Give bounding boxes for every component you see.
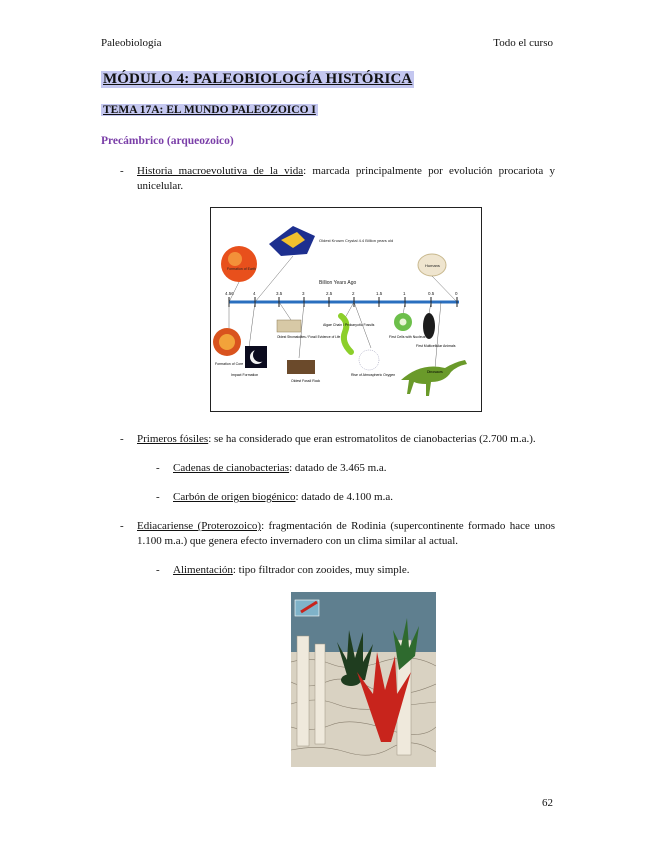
bullet-term: Historia macroevolutiva de la vida	[137, 165, 304, 177]
bullet-dash: -	[156, 564, 160, 576]
bullet-term: Carbón de origen biogénico	[173, 491, 296, 503]
tick-label: 1.5	[376, 291, 383, 296]
header-left: Paleobiología	[101, 37, 162, 49]
label-eukaryote: First Cells with Nucleus	[389, 335, 426, 339]
earth-core	[219, 334, 235, 350]
ediacaran-svg	[291, 592, 436, 767]
bullet-text: : tipo filtrador con zooides, muy simple.	[232, 564, 410, 576]
moon-shadow	[253, 348, 267, 362]
label-oxygen: Rise of Atmospheric Oxygen	[351, 373, 396, 377]
cell-nucleus	[400, 319, 407, 326]
tick-label: 4	[253, 291, 256, 296]
label-earth-formation: Formation of Earth	[227, 267, 256, 271]
sun-highlight	[228, 252, 242, 266]
bullet-term: Alimentación	[173, 564, 233, 576]
subbullet-feeding	[156, 563, 555, 578]
subbullet-biogenic-carbon	[156, 490, 555, 505]
label-oldest-crystal: Oldest Known Crystal 4.4 Billion years old	[319, 238, 394, 243]
label-fossil-rocks: Oldest Fossil Rock	[291, 379, 321, 383]
tick-label: 1	[403, 291, 406, 296]
bullet-text: : datado de 3.465 m.a.	[289, 462, 387, 474]
bullet-first-fossils	[120, 432, 555, 447]
label-algae: Algae Chain / Prokaryotic Fossils	[323, 323, 375, 327]
crystal-icon	[269, 226, 315, 256]
bullet-term: Primeros fósiles	[137, 433, 209, 445]
section-title: Precámbrico (arqueozoico)	[101, 135, 234, 147]
axis-title: Billion Years Ago	[319, 280, 357, 286]
bullet-text: : se ha considerado que eran estromatolitos de cianobacterias (2.700 m.a.).	[208, 433, 536, 445]
page-number: 62	[542, 797, 553, 809]
timeline-figure	[210, 207, 482, 412]
topic-title: TEMA 17A: EL MUNDO PALEOZOICO I	[103, 104, 316, 116]
bullet-text: : fragmentación de Rodinia (supercontinente formado hace unos 1.100 m.a.) que genera efecto invernadero con un clima similar al actual.	[137, 520, 555, 547]
tick-label: 3	[302, 291, 305, 296]
bullet-dash: -	[120, 165, 124, 177]
bullet-term: Cadenas de cianobacterias	[173, 462, 290, 474]
tick-label: 2	[352, 291, 355, 296]
tick-label: 4.56	[225, 291, 234, 296]
module-title: MÓDULO 4: PALEOBIOLOGÍA HISTÓRICA	[103, 71, 413, 87]
tick-label: 2.5	[326, 291, 333, 296]
ediacaran-figure	[291, 592, 436, 767]
bullet-macroevolution	[120, 164, 555, 194]
label-moon: Impact Formation	[231, 373, 259, 377]
bullet-dash: -	[120, 433, 124, 445]
fossil-rock-icon	[287, 360, 315, 374]
bullet-text: : datado de 4.100 m.a.	[295, 491, 393, 503]
bullet-ediacaran	[120, 519, 555, 549]
worm-icon	[341, 316, 351, 352]
header-right: Todo el curso	[493, 37, 553, 49]
trilobite-icon	[423, 313, 435, 339]
label-core: Formation of Core	[215, 362, 244, 366]
rock-layer-icon	[277, 320, 301, 332]
oxygen-icon	[359, 350, 379, 370]
bullet-dash: -	[156, 462, 160, 474]
bullet-text: : marcada principalmente por evolución procariota y unicelular.	[137, 165, 555, 192]
timeline-svg	[211, 208, 481, 411]
label-trilobite: First Multicellular Animals	[416, 344, 456, 348]
label-prokaryotes: Oldest Stromatolites / Fossil Evidence of Life	[277, 335, 341, 339]
dinosaur-icon	[401, 360, 467, 396]
tick-label: 0	[455, 291, 458, 296]
tick-label: 3.5	[276, 291, 283, 296]
label-dinosaur: Dinosaurs	[427, 370, 443, 374]
tick-label: 0.5	[428, 291, 435, 296]
bullet-dash: -	[156, 491, 160, 503]
bullet-term: Ediacariense (Proterozoico)	[137, 520, 262, 532]
label-humans: Humans	[425, 263, 440, 268]
subbullet-cyanobacteria	[156, 461, 555, 476]
bullet-dash: -	[120, 520, 124, 532]
